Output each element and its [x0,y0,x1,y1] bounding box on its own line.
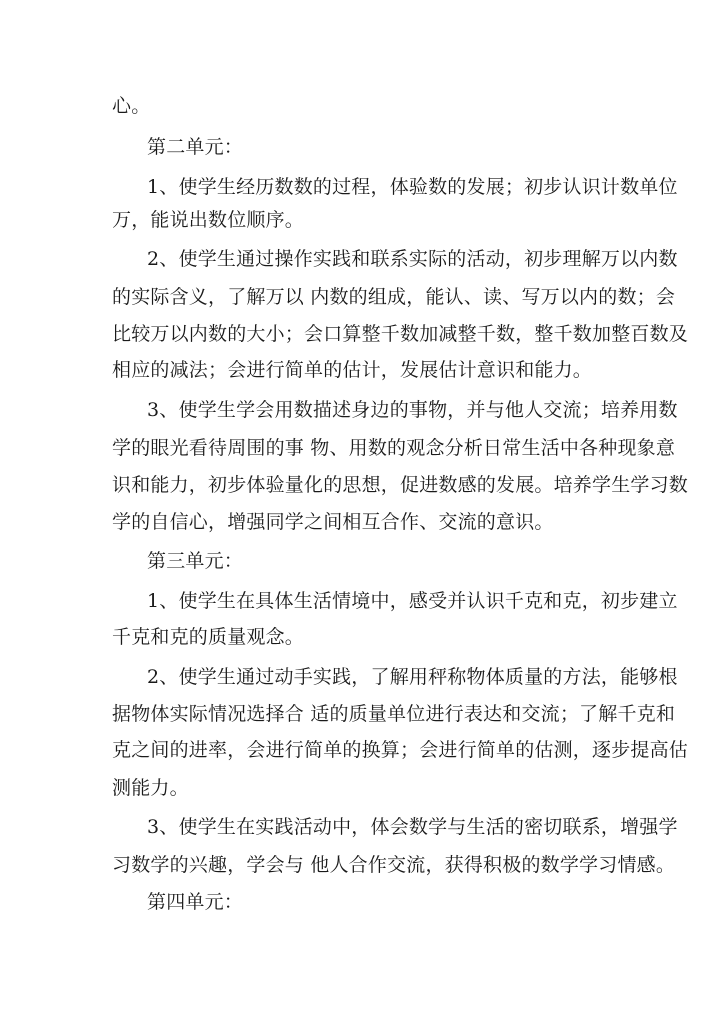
section-heading: 第二单元： [147,136,244,158]
text-line: 测能力。 [112,777,189,799]
text-line: 的实际含义，了解万以 内数的组成，能认、读、写万以内的数；会 [112,286,676,308]
section-heading: 第四单元： [147,891,244,913]
text-line: 1、使学生经历数数的过程，体验数的发展；初步认识计数单位 [147,176,678,198]
text-line: 识和能力，初步体验量化的思想，促进数感的发展。培养学生学习数 [112,474,689,496]
text-line: 3、使学生学会用数描述身边的事物，并与他人交流；培养用数 [147,399,678,421]
text-line: 习数学的兴趣，学会与 他人合作交流，获得积极的数学学习情感。 [112,854,676,876]
text-line: 比较万以内数的大小；会口算整千数加减整千数，整千数加整百数及 [112,323,689,345]
text-line: 2、使学生通过操作实践和联系实际的活动，初步理解万以内数 [147,248,678,270]
text-line: 克之间的进率，会进行简单的换算；会进行简单的估测，逐步提高估 [112,739,689,761]
text-line: 据物体实际情况选择合 适的质量单位进行表达和交流；了解千克和 [112,703,676,725]
text-line: 学的自信心，增强同学之间相互合作、交流的意识。 [112,511,554,533]
text-line: 心。 [112,95,151,117]
text-line: 1、使学生在具体生活情境中，感受并认识千克和克，初步建立 [147,590,678,612]
text-line: 2、使学生通过动手实践，了解用秤称物体质量的方法，能够根 [147,666,678,688]
text-line: 万，能说出数位顺序。 [112,209,305,231]
section-heading: 第三单元： [147,550,244,572]
text-line: 相应的减法；会进行简单的估计，发展估计意识和能力。 [112,359,593,381]
text-line: 学的眼光看待周围的事 物、用数的观念分析日常生活中各种现象意 [112,437,676,459]
text-line: 3、使学生在实践活动中，体会数学与生活的密切联系，增强学 [147,816,678,838]
text-line: 千克和克的质量观念。 [112,626,305,648]
